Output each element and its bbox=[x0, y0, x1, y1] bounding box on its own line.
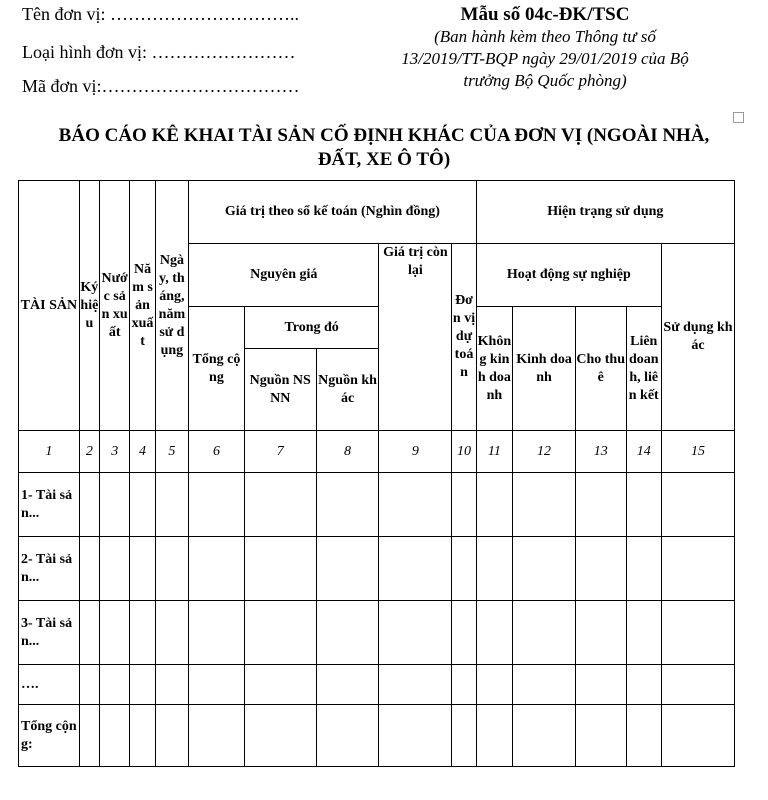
col-number: 11 bbox=[476, 431, 512, 473]
header-total: Tổng cộng bbox=[189, 307, 245, 431]
checkbox[interactable] bbox=[733, 112, 744, 123]
report-title-line-2: ĐẤT, XE Ô TÔ) bbox=[317, 149, 451, 170]
header-book-value: Giá trị theo sổ kế toán (Nghìn đồng) bbox=[189, 181, 477, 244]
header-symbol: Ký hiệu bbox=[79, 181, 99, 431]
col-number: 10 bbox=[452, 431, 476, 473]
issued-line-3: trưởng Bộ Quốc phòng) bbox=[463, 71, 627, 90]
header-residual: Giá trị còn lại bbox=[379, 244, 452, 431]
table-row bbox=[19, 473, 735, 537]
unit-name-line: Tên đơn vị: ………………………….. bbox=[22, 4, 300, 24]
row-label: 2- Tài sản... bbox=[19, 537, 80, 601]
header-career: Hoạt động sự nghiệp bbox=[476, 244, 661, 307]
table-row-total bbox=[19, 705, 735, 767]
col-number: 4 bbox=[130, 431, 155, 473]
issued-line-1: (Ban hành kèm theo Thông tư số bbox=[434, 27, 656, 46]
col-number: 1 bbox=[19, 431, 80, 473]
header-joint: Liên doanh, liên kết bbox=[626, 307, 661, 431]
issued-line-2: 13/2019/TT-BQP ngày 29/01/2019 của Bộ bbox=[401, 49, 689, 68]
col-number: 2 bbox=[79, 431, 99, 473]
header-other-fund: Nguồn khác bbox=[316, 349, 379, 431]
unit-code-line: Mã đơn vị:…………………………… bbox=[22, 76, 300, 96]
header-year: Năm sản xuất bbox=[130, 181, 155, 431]
col-number: 9 bbox=[379, 431, 452, 473]
header-state-fund: Nguồn NSNN bbox=[244, 349, 316, 431]
header-country: Nước sản xuất bbox=[100, 181, 130, 431]
header-rent: Cho thuê bbox=[575, 307, 626, 431]
form-number: Mẫu số 04c-ĐK/TSC bbox=[460, 4, 630, 25]
col-number: 14 bbox=[626, 431, 661, 473]
col-number: 6 bbox=[189, 431, 245, 473]
row-label: 1- Tài sản... bbox=[19, 473, 80, 537]
header-date-use: Ngày, tháng, năm sử dụng bbox=[155, 181, 188, 431]
col-number: 3 bbox=[100, 431, 130, 473]
table-row bbox=[19, 537, 735, 601]
header-unit-budget: Đơn vị dự toán bbox=[452, 244, 476, 431]
col-number: 15 bbox=[661, 431, 734, 473]
row-label: 3- Tài sản... bbox=[19, 601, 80, 665]
header-non-business: Không kinh doanh bbox=[476, 307, 512, 431]
header-business: Kinh doanh bbox=[513, 307, 576, 431]
header-status: Hiện trạng sử dụng bbox=[476, 181, 734, 244]
col-number: 12 bbox=[513, 431, 576, 473]
col-number: 7 bbox=[244, 431, 316, 473]
report-title-line-1: BÁO CÁO KÊ KHAI TÀI SẢN CỐ ĐỊNH KHÁC CỦA ĐƠN VỊ (NGOÀI NHÀ, bbox=[58, 125, 710, 146]
asset-table bbox=[18, 180, 735, 767]
row-label: …. bbox=[19, 665, 80, 705]
table-row bbox=[19, 665, 735, 705]
header-original: Nguyên giá bbox=[189, 244, 379, 307]
col-number: 5 bbox=[155, 431, 188, 473]
col-number: 8 bbox=[316, 431, 379, 473]
header-of-which: Trong đó bbox=[244, 307, 379, 349]
col-number: 13 bbox=[575, 431, 626, 473]
header-other-use: Sử dụng khác bbox=[661, 244, 734, 431]
row-label-total: Tổng cộng: bbox=[19, 705, 80, 767]
form-info bbox=[350, 4, 740, 92]
table-row bbox=[19, 601, 735, 665]
report-title bbox=[0, 124, 768, 172]
unit-type-line: Loại hình đơn vị: …………………… bbox=[22, 42, 296, 62]
header-asset: TÀI SẢN bbox=[19, 181, 80, 431]
